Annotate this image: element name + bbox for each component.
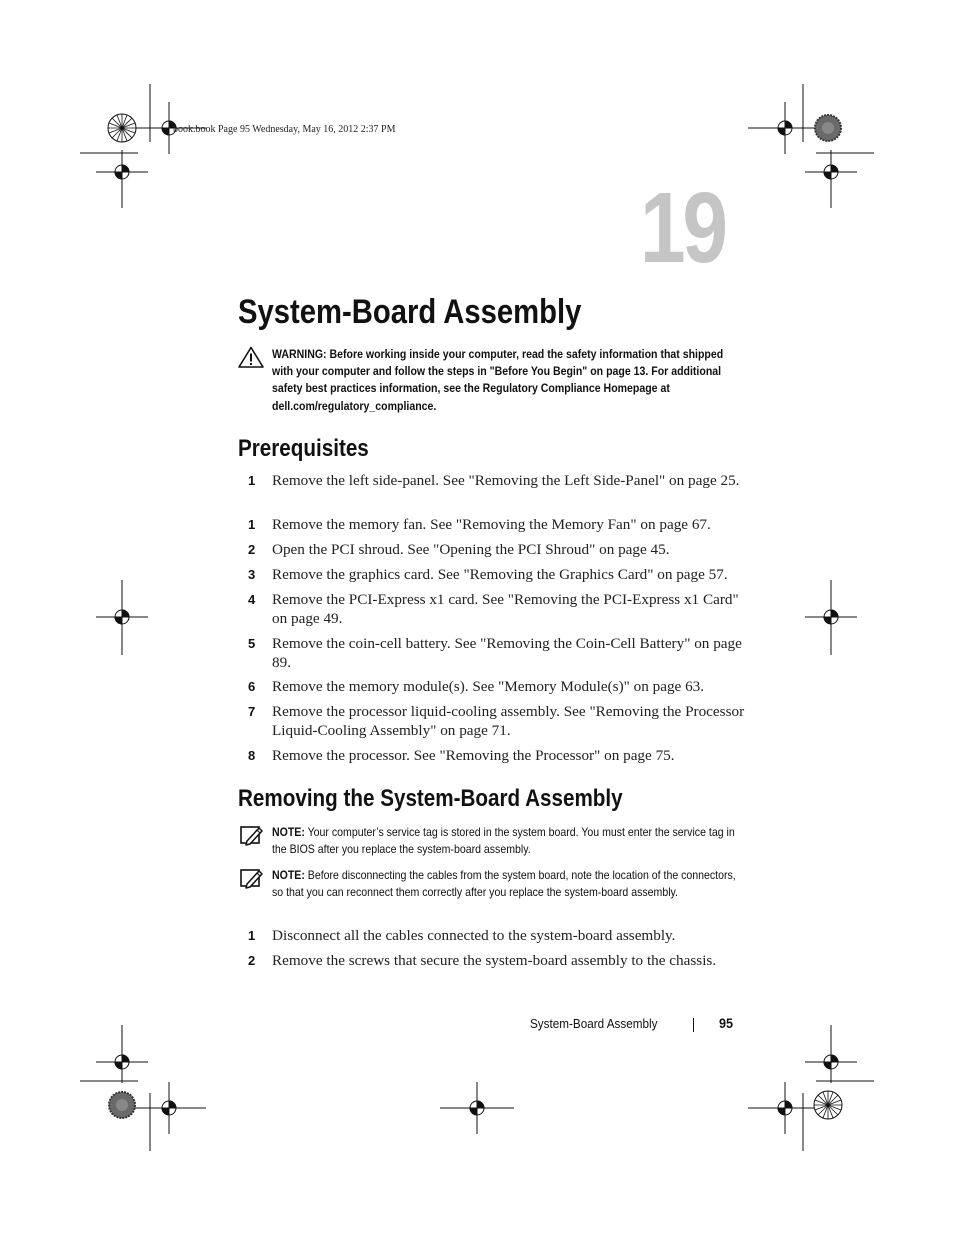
footer-divider (693, 1018, 694, 1032)
page-number: 95 (719, 1015, 734, 1031)
step-text: Remove the screws that secure the system-board assembly to the chassis. (272, 952, 717, 969)
page-title: System-Board Assembly (238, 293, 582, 331)
step-text: Open the PCI shroud. See "Opening the PCI Shroud" on page 45. (272, 541, 670, 558)
footer-section-title: System-Board Assembly (530, 1016, 658, 1031)
note-label: NOTE: (272, 868, 305, 882)
step-text: Disconnect all the cables connected to the system-board assembly. (272, 927, 676, 944)
step-number: 8 (248, 748, 256, 763)
print-slug: book.book Page 95 Wednesday, May 16, 2012 2:37 PM (173, 124, 396, 135)
step-number: 2 (248, 542, 256, 557)
note-label: NOTE: (272, 825, 305, 839)
chapter-number: 19 (640, 172, 725, 284)
note-text (272, 824, 743, 858)
step-number: 7 (248, 704, 256, 719)
note-pencil-icon (238, 825, 264, 847)
step-text: Remove the memory fan. See "Removing the Memory Fan" on page 67. (272, 516, 711, 533)
step-text: Remove the memory module(s). See "Memory Module(s)" on page 63. (272, 678, 705, 695)
step-number: 2 (248, 953, 256, 968)
prerequisites-heading: Prerequisites (238, 435, 369, 462)
note-pencil-icon (238, 868, 264, 890)
step-number: 4 (248, 592, 256, 607)
step-number: 5 (248, 636, 256, 651)
step-number: 6 (248, 679, 256, 694)
note-body: Your computer’s service tag is stored in the system board. You must enter the service tag in the BIOS after you replace the system-board assembly. (272, 825, 735, 857)
warning-body: Before working inside your computer, read the safety information that shipped with your computer and follow the steps in "Before You Begin" on page 13. For additional safety best practices information, see the Regulatory Compliance Homepage at dell.com/regulatory_compliance. (272, 347, 724, 413)
warning-label: WARNING: (272, 347, 327, 361)
step-text: Remove the processor. See "Removing the Processor" on page 75. (272, 747, 675, 764)
step-number: 1 (248, 517, 256, 532)
step-text: Remove the coin-cell battery. See "Removing the Coin-Cell Battery" on page 89. (272, 635, 742, 671)
warning-triangle-icon (238, 346, 264, 368)
step-number: 1 (248, 473, 256, 488)
note-text (272, 867, 743, 901)
step-number: 1 (248, 928, 256, 943)
step-text: Remove the graphics card. See "Removing the Graphics Card" on page 57. (272, 566, 728, 583)
warning-text (272, 346, 743, 415)
step-text: Remove the left side-panel. See "Removing the Left Side-Panel" on page 25. (272, 472, 740, 489)
removing-heading: Removing the System-Board Assembly (238, 785, 623, 812)
step-text: Remove the PCI-Express x1 card. See "Removing the PCI-Express x1 Card" on page 49. (272, 591, 739, 627)
note-body: Before disconnecting the cables from the system board, note the location of the connectors, so that you can reconnect them correctly after you replace the system-board assembly. (272, 868, 736, 900)
step-text: Remove the processor liquid-cooling assembly. See "Removing the Processor Liquid-Cooling Assembly" on page 71. (272, 703, 745, 739)
step-number: 3 (248, 567, 256, 582)
